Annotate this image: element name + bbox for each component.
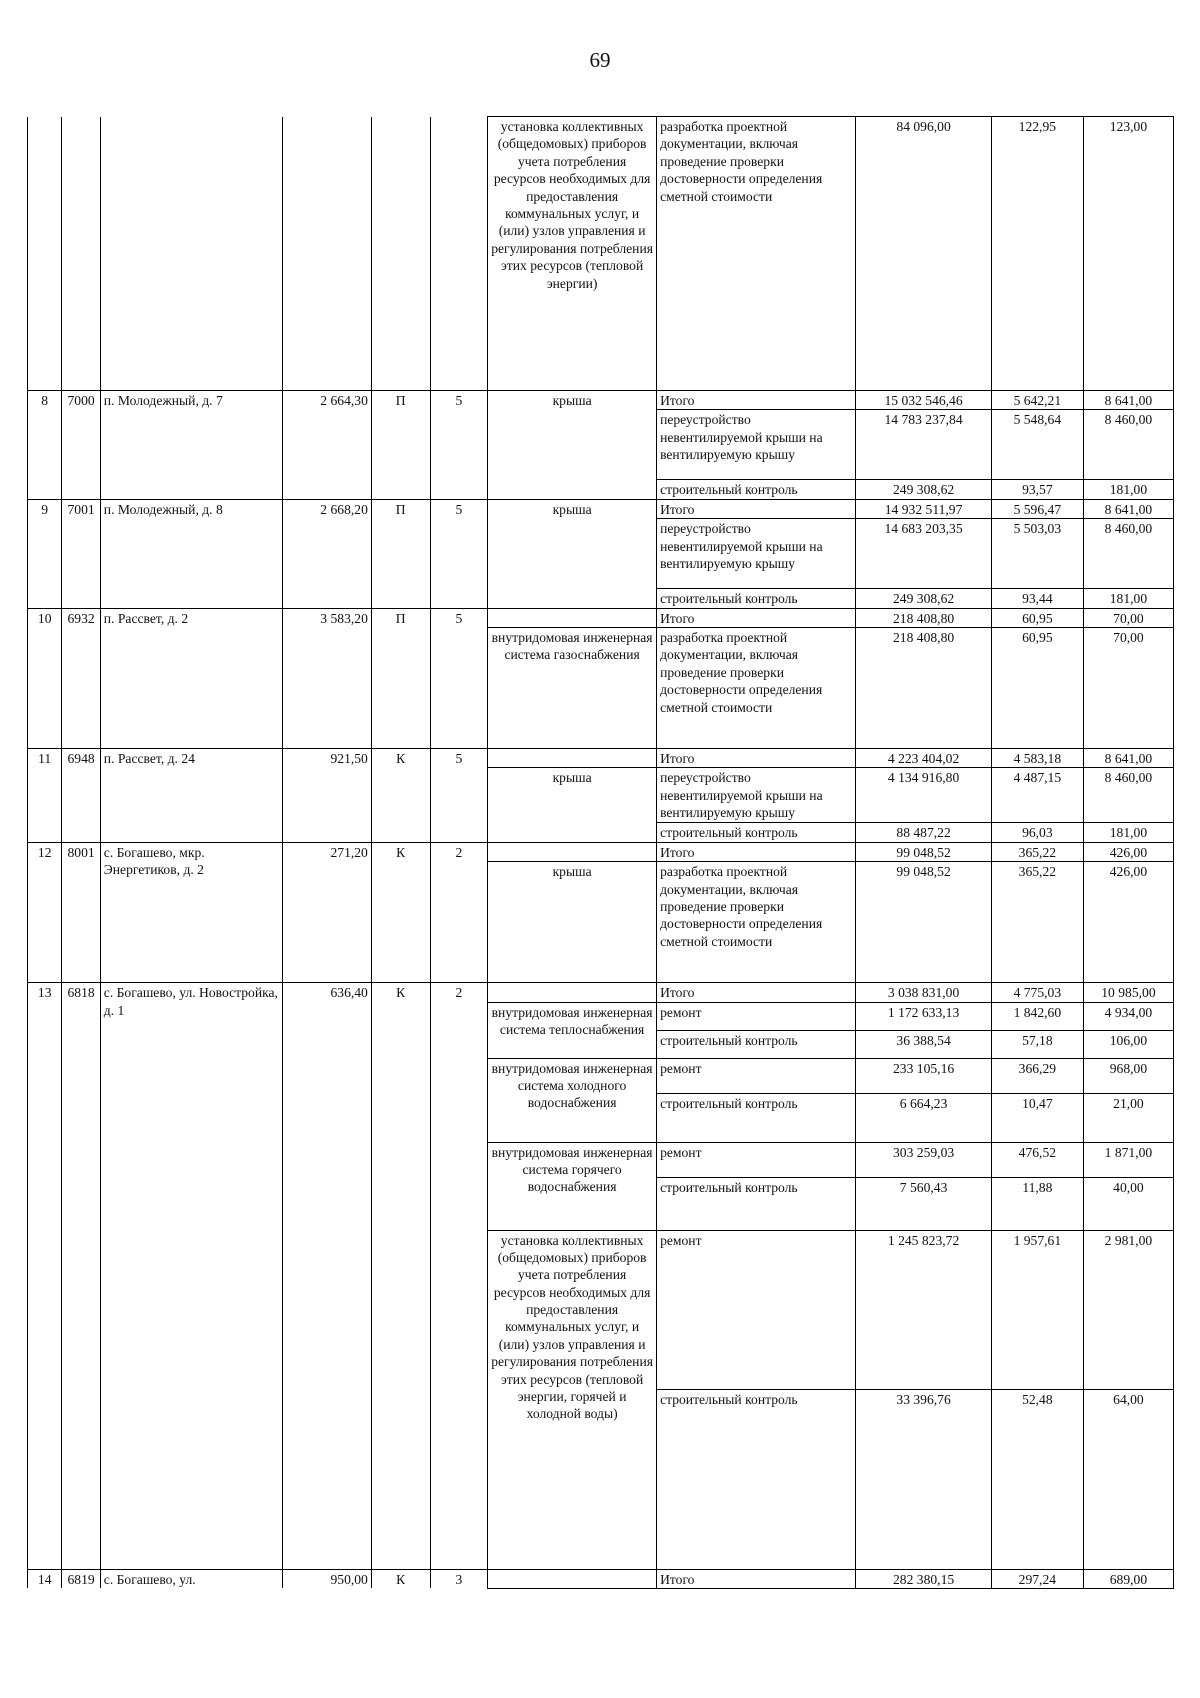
per-m2-cell: 4 583,18 xyxy=(991,748,1083,767)
work-description-cell: разработка проектной документации, включая проведение проверки достоверности определения сметной стоимости xyxy=(657,862,856,983)
total-label-cell: Итого xyxy=(657,499,856,518)
limit-cell: 968,00 xyxy=(1083,1058,1173,1093)
per-m2-cell: 5 642,21 xyxy=(991,391,1083,410)
cost-cell: 14 932 511,97 xyxy=(856,499,992,518)
per-m2-cell: 96,03 xyxy=(991,823,1083,842)
wall-type-cell: К xyxy=(371,1569,430,1588)
per-m2-cell: 60,95 xyxy=(991,627,1083,748)
wall-type-cell: П xyxy=(371,499,430,608)
work-description-cell: строительный контроль xyxy=(657,480,856,499)
address-cell: п. Молодежный, д. 7 xyxy=(100,391,282,500)
total-label-cell: Итого xyxy=(657,608,856,627)
per-m2-cell: 365,22 xyxy=(991,862,1083,983)
work-description-cell: строительный контроль xyxy=(657,823,856,842)
limit-cell: 181,00 xyxy=(1083,480,1173,499)
total-label-cell: Итого xyxy=(657,748,856,767)
work-description-cell: строительный контроль xyxy=(657,1389,856,1569)
work-type-cell: внутридомовая инженерная система газоснабжения xyxy=(488,627,657,748)
per-m2-cell: 4 487,15 xyxy=(991,768,1083,823)
cost-cell: 218 408,80 xyxy=(856,608,992,627)
work-type-cell: установка коллективных (общедомовых) приборов учета потребления ресурсов необходимых для предоставления коммунальных услуг, и (или) узлов управления и регулирования потребления этих ресурсов (тепловой энергии) xyxy=(488,117,657,391)
work-description-cell: ремонт xyxy=(657,1142,856,1177)
area-cell: 2 664,30 xyxy=(282,391,371,500)
row-number-cell: 9 xyxy=(28,499,62,608)
table-row-carryover xyxy=(28,117,1174,391)
limit-cell: 8 460,00 xyxy=(1083,410,1173,480)
limit-cell: 106,00 xyxy=(1083,1030,1173,1058)
work-description-cell: строительный контроль xyxy=(657,589,856,608)
limit-cell: 10 985,00 xyxy=(1083,983,1173,1002)
limit-cell: 426,00 xyxy=(1083,862,1173,983)
limit-cell: 2 981,00 xyxy=(1083,1230,1173,1389)
address-cell: с. Богашево, ул. xyxy=(100,1569,282,1588)
per-m2-cell: 1 957,61 xyxy=(991,1230,1083,1389)
work-description-cell: строительный контроль xyxy=(657,1030,856,1058)
limit-cell: 123,00 xyxy=(1083,117,1173,391)
cost-cell: 218 408,80 xyxy=(856,627,992,748)
cost-cell: 14 683 203,35 xyxy=(856,519,992,589)
limit-cell: 8 641,00 xyxy=(1083,391,1173,410)
work-type-cell xyxy=(488,748,657,767)
work-type-cell: крыша xyxy=(488,862,657,983)
row-number-cell: 14 xyxy=(28,1569,62,1588)
per-m2-cell: 5 596,47 xyxy=(991,499,1083,518)
area-cell: 3 583,20 xyxy=(282,608,371,748)
address-cell: с. Богашево, мкр. Энергетиков, д. 2 xyxy=(100,842,282,982)
cost-cell: 3 038 831,00 xyxy=(856,983,992,1002)
per-m2-cell: 10,47 xyxy=(991,1093,1083,1142)
work-description-cell: строительный контроль xyxy=(657,1177,856,1230)
per-m2-cell: 5 503,03 xyxy=(991,519,1083,589)
work-type-cell: внутридомовая инженерная система холодного водоснабжения xyxy=(488,1058,657,1142)
limit-cell: 8 460,00 xyxy=(1083,519,1173,589)
cost-cell: 1 245 823,72 xyxy=(856,1230,992,1389)
floors-cell: 5 xyxy=(430,748,488,842)
cost-cell: 233 105,16 xyxy=(856,1058,992,1093)
cost-cell: 4 223 404,02 xyxy=(856,748,992,767)
wall-type-cell: П xyxy=(371,391,430,500)
work-type-cell: крыша xyxy=(488,499,657,608)
work-description-cell: строительный контроль xyxy=(657,1093,856,1142)
per-m2-cell: 4 775,03 xyxy=(991,983,1083,1002)
wall-type-cell: К xyxy=(371,842,430,982)
page-number: 69 xyxy=(589,48,611,72)
cost-cell: 4 134 916,80 xyxy=(856,768,992,823)
per-m2-cell: 52,48 xyxy=(991,1389,1083,1569)
work-type-cell xyxy=(488,608,657,627)
work-description-cell: разработка проектной документации, включая проведение проверки достоверности определения сметной стоимости xyxy=(657,117,856,391)
limit-cell: 426,00 xyxy=(1083,842,1173,861)
work-description-cell: переустройство невентилируемой крыши на вентилируемую крышу xyxy=(657,519,856,589)
cost-cell: 84 096,00 xyxy=(856,117,992,391)
total-label-cell: Итого xyxy=(657,1569,856,1588)
per-m2-cell: 57,18 xyxy=(991,1030,1083,1058)
table-row-house-12 xyxy=(28,842,1174,861)
per-m2-cell: 366,29 xyxy=(991,1058,1083,1093)
total-label-cell: Итого xyxy=(657,842,856,861)
cost-cell: 303 259,03 xyxy=(856,1142,992,1177)
table-row-house-8 xyxy=(28,391,1174,410)
address-cell: с. Богашево, ул. Новостройка, д. 1 xyxy=(100,983,282,1569)
cost-cell: 7 560,43 xyxy=(856,1177,992,1230)
per-m2-cell: 1 842,60 xyxy=(991,1002,1083,1030)
per-m2-cell: 122,95 xyxy=(991,117,1083,391)
work-type-cell: крыша xyxy=(488,768,657,842)
area-cell: 636,40 xyxy=(282,983,371,1569)
work-description-cell: разработка проектной документации, включая проведение проверки достоверности определения сметной стоимости xyxy=(657,627,856,748)
row-number-cell: 10 xyxy=(28,608,62,748)
cost-cell: 33 396,76 xyxy=(856,1389,992,1569)
work-type-cell: внутридомовая инженерная система теплоснабжения xyxy=(488,1002,657,1058)
work-description-cell: ремонт xyxy=(657,1230,856,1389)
limit-cell: 70,00 xyxy=(1083,627,1173,748)
row-number-cell: 12 xyxy=(28,842,62,982)
cost-cell: 282 380,15 xyxy=(856,1569,992,1588)
limit-cell: 40,00 xyxy=(1083,1177,1173,1230)
wall-type-cell: К xyxy=(371,983,430,1569)
total-label-cell: Итого xyxy=(657,983,856,1002)
table-row-house-10 xyxy=(28,608,1174,627)
work-description-cell: ремонт xyxy=(657,1002,856,1030)
floors-cell: 5 xyxy=(430,499,488,608)
cost-cell: 36 388,54 xyxy=(856,1030,992,1058)
area-cell: 271,20 xyxy=(282,842,371,982)
limit-cell: 689,00 xyxy=(1083,1569,1173,1588)
wall-type-cell: П xyxy=(371,608,430,748)
house-code-cell: 6818 xyxy=(62,983,100,1569)
floors-cell: 5 xyxy=(430,608,488,748)
per-m2-cell: 476,52 xyxy=(991,1142,1083,1177)
area-cell: 2 668,20 xyxy=(282,499,371,608)
repair-plan-table xyxy=(27,116,1174,1589)
limit-cell: 64,00 xyxy=(1083,1389,1173,1569)
work-type-cell: установка коллективных (общедомовых) приборов учета потребления ресурсов необходимых для предоставления коммунальных услуг, и (или) узлов управления и регулирования потребления этих ресурсов (тепловой энергии, горячей и холодной воды) xyxy=(488,1230,657,1569)
limit-cell: 70,00 xyxy=(1083,608,1173,627)
address-cell: п. Рассвет, д. 2 xyxy=(100,608,282,748)
cost-cell: 1 172 633,13 xyxy=(856,1002,992,1030)
house-code-cell: 8001 xyxy=(62,842,100,982)
limit-cell: 8 641,00 xyxy=(1083,748,1173,767)
floors-cell: 2 xyxy=(430,842,488,982)
row-number-cell: 11 xyxy=(28,748,62,842)
cost-cell: 14 783 237,84 xyxy=(856,410,992,480)
cost-cell: 6 664,23 xyxy=(856,1093,992,1142)
address-cell: п. Рассвет, д. 24 xyxy=(100,748,282,842)
house-code-cell: 6819 xyxy=(62,1569,100,1588)
limit-cell: 21,00 xyxy=(1083,1093,1173,1142)
per-m2-cell: 365,22 xyxy=(991,842,1083,861)
work-type-cell: крыша xyxy=(488,391,657,500)
limit-cell: 4 934,00 xyxy=(1083,1002,1173,1030)
per-m2-cell: 93,57 xyxy=(991,480,1083,499)
house-code-cell: 6948 xyxy=(62,748,100,842)
per-m2-cell: 11,88 xyxy=(991,1177,1083,1230)
work-description-cell: переустройство невентилируемой крыши на вентилируемую крышу xyxy=(657,768,856,823)
table-row-house-14 xyxy=(28,1569,1174,1588)
address-cell: п. Молодежный, д. 8 xyxy=(100,499,282,608)
work-description-cell: ремонт xyxy=(657,1058,856,1093)
limit-cell: 181,00 xyxy=(1083,823,1173,842)
row-number-cell: 13 xyxy=(28,983,62,1569)
floors-cell: 3 xyxy=(430,1569,488,1588)
floors-cell: 5 xyxy=(430,391,488,500)
house-code-cell: 6932 xyxy=(62,608,100,748)
cost-cell: 15 032 546,46 xyxy=(856,391,992,410)
limit-cell: 8 641,00 xyxy=(1083,499,1173,518)
per-m2-cell: 60,95 xyxy=(991,608,1083,627)
total-label-cell: Итого xyxy=(657,391,856,410)
row-number-cell: 8 xyxy=(28,391,62,500)
per-m2-cell: 93,44 xyxy=(991,589,1083,608)
house-code-cell: 7000 xyxy=(62,391,100,500)
work-type-cell: внутридомовая инженерная система горячего водоснабжения xyxy=(488,1142,657,1230)
cost-cell: 249 308,62 xyxy=(856,589,992,608)
house-code-cell: 7001 xyxy=(62,499,100,608)
per-m2-cell: 297,24 xyxy=(991,1569,1083,1588)
table-row-house-13 xyxy=(28,983,1174,1002)
work-description-cell: переустройство невентилируемой крыши на вентилируемую крышу xyxy=(657,410,856,480)
work-type-cell xyxy=(488,983,657,1002)
cost-cell: 99 048,52 xyxy=(856,842,992,861)
area-cell: 950,00 xyxy=(282,1569,371,1588)
area-cell: 921,50 xyxy=(282,748,371,842)
cost-cell: 249 308,62 xyxy=(856,480,992,499)
wall-type-cell: К xyxy=(371,748,430,842)
floors-cell: 2 xyxy=(430,983,488,1569)
limit-cell: 8 460,00 xyxy=(1083,768,1173,823)
work-type-cell xyxy=(488,1569,657,1588)
limit-cell: 181,00 xyxy=(1083,589,1173,608)
table-row-house-9 xyxy=(28,499,1174,518)
limit-cell: 1 871,00 xyxy=(1083,1142,1173,1177)
per-m2-cell: 5 548,64 xyxy=(991,410,1083,480)
work-type-cell xyxy=(488,842,657,861)
cost-cell: 99 048,52 xyxy=(856,862,992,983)
table-row-house-11 xyxy=(28,748,1174,767)
cost-cell: 88 487,22 xyxy=(856,823,992,842)
